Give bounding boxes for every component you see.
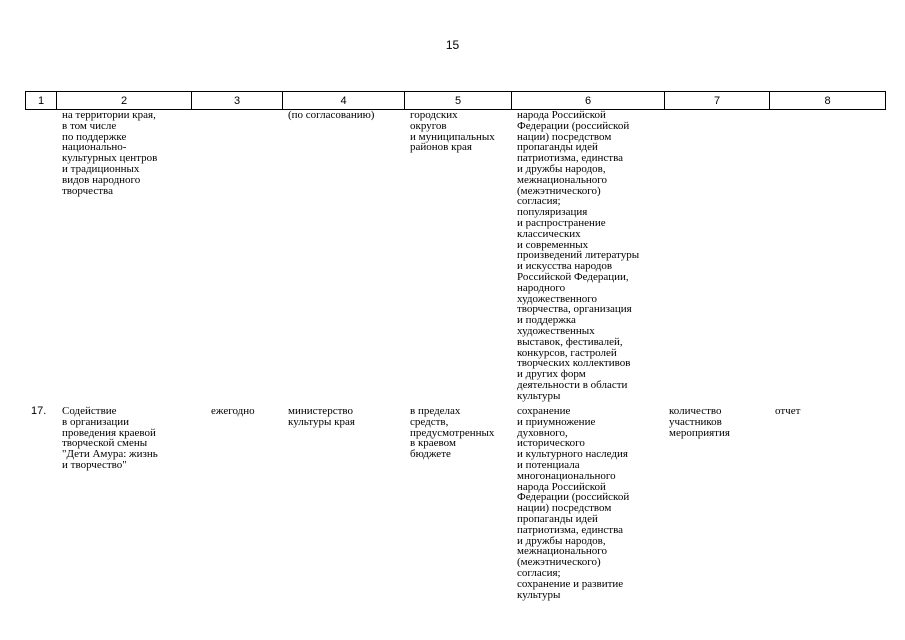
column-header-2: 2 bbox=[57, 92, 192, 110]
row-17-col2: Содействие в организации проведения краевой творческой смены "Дети Амура: жизнь и творчество" bbox=[62, 405, 158, 471]
row-17-col6: сохранение и приумножение духовного, исторического и культурного наследия и потенциала многонационального народа Российской Федерации (российской нации) посредством пропаганды идей патриотизма, единства и дружбы народов, межнационального (межэтнического) согласия; сохранение и развитие культуры bbox=[517, 405, 630, 601]
column-header-1: 1 bbox=[26, 92, 57, 110]
row-17-col3: ежегодно bbox=[211, 405, 255, 417]
column-header-6: 6 bbox=[512, 92, 665, 110]
column-number-header bbox=[25, 91, 886, 110]
column-header-3: 3 bbox=[192, 92, 283, 110]
continued-row-col2: на территории края, в том числе по поддержке национально- культурных центров и традиционных видов народного творчества bbox=[62, 109, 158, 197]
column-header-4: 4 bbox=[283, 92, 405, 110]
continued-row-col6: народа Российской Федерации (российской нации) посредством пропаганды идей патриотизма, единства и дружбы народов, межнационального (межэтнического) согласия; популяризация и распространение классических и современных произведений литературы и искусства народов Российской Федерации, народного художественного творчества, организация и поддержка художественных выставок, фестивалей, конкурсов, гастролей творческих коллективов и других форм деятельности в области культуры bbox=[517, 109, 640, 402]
column-header-5: 5 bbox=[405, 92, 512, 110]
row-17-col8: отчет bbox=[775, 405, 801, 417]
continued-row-col4: (по согласованию) bbox=[288, 109, 375, 121]
row-17-col4: министерство культуры края bbox=[288, 405, 355, 428]
continued-row-col5: городских округов и муниципальных районов края bbox=[410, 109, 495, 154]
row-17-number: 17. bbox=[31, 405, 47, 417]
row-17-col7: количество участников мероприятия bbox=[669, 405, 730, 439]
page-number: 15 bbox=[445, 38, 460, 52]
row-17-col5: в пределах средств, предусмотренных в краевом бюджете bbox=[410, 405, 495, 461]
column-header-7: 7 bbox=[665, 92, 770, 110]
column-header-8: 8 bbox=[770, 92, 886, 110]
